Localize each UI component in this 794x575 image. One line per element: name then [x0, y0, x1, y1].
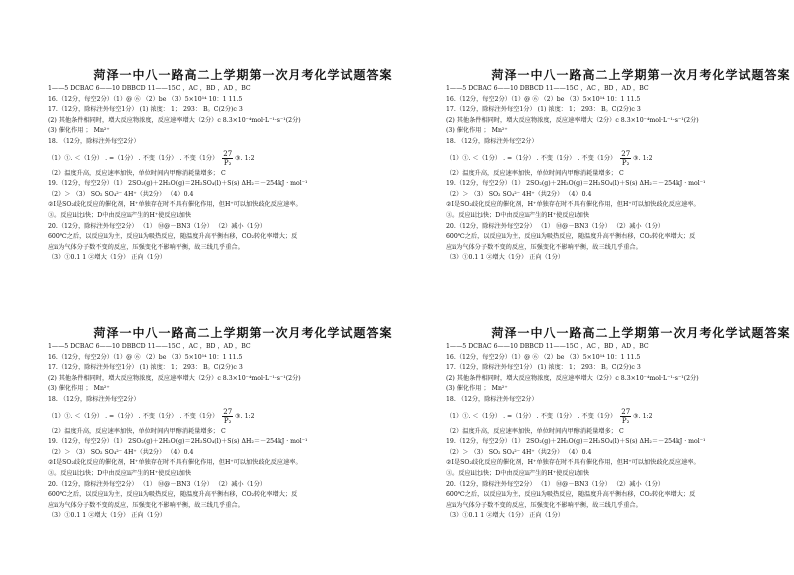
answer-line-q19-4: ③。反应ii比i快；D中由反应ii产生的H⁺使反应i加快: [446, 469, 590, 477]
answer-line-q19: 19.（12分，每空2分）（1） 2SO₂(g)＋2H₂O(g)＝2H₂SO₄(l)＋S(s) ΔH₂＝－254kJ · mol⁻¹: [446, 180, 706, 188]
answer-line-q20-2: 600℃之后，以反应ii为主，反应ii为吸热反应，随温度升高平衡右移，CO₂转化率增大；反: [48, 233, 298, 241]
answer-line-q18-1: [446, 148, 794, 169]
fraction-denominator: P₂: [621, 158, 630, 167]
fraction-numerator: 27: [223, 149, 233, 158]
answer-line-q17: 17.（12分，除标注外每空1分） (1) 浓度： 1； 293： B。C(2分)c 3: [446, 106, 641, 114]
answer-line-q18-1: [48, 406, 398, 427]
answer-line-q19: 19.（12分，每空2分）（1） 2SO₂(g)＋2H₂O(g)＝2H₂SO₄(l)＋S(s) ΔH₂＝－254kJ · mol⁻¹: [48, 180, 308, 188]
panel-title: 菏泽一中八一路高二上学期第一次月考化学试题答案: [93, 68, 393, 82]
answer-line-q20-2: 600℃之后，以反应ii为主，反应ii为吸热反应，随温度升高平衡右移，CO₂转化率增大；反: [446, 233, 696, 241]
answer-line-q19-3: ②I是SO₂歧化反应的催化剂，H⁺单独存在时不具有催化作用，但H⁺可以加快歧化反应速率。: [48, 459, 302, 467]
fraction: [222, 150, 233, 167]
fraction-numerator: 27: [223, 407, 233, 416]
answer-panel-bottom-right: [446, 325, 794, 575]
panel-title: 菏泽一中八一路高二上学期第一次月考化学试题答案: [491, 68, 791, 82]
answer-line-q19-2: （2）＞ （3） SO₂ SO₄²⁻ 4H⁺（共2分） （4）0.4: [48, 190, 194, 198]
answer-line-q18-2: （2）温度升高，反应速率加快，单位时间内甲醇消耗量增多； C: [446, 169, 624, 177]
answer-line-q20-4: （3）①0.1 1 ②增大（1分） 正向（1分）: [48, 512, 167, 520]
fraction-numerator: 27: [621, 407, 631, 416]
answer-line-choice: 1——5 DCBAC 6——10 DBBCD 11——15C ，AC ，BD ，AD ，BC: [48, 85, 251, 92]
answer-line-q20-3: 应ii为气体分子数不变的反应，压强变化不影响平衡，故三线几乎重合。: [48, 243, 244, 251]
fraction: [620, 150, 631, 167]
panel-title: 菏泽一中八一路高二上学期第一次月考化学试题答案: [491, 326, 791, 340]
answer-line-q17-3: (3) 催化作用 ； Mn²⁺: [446, 385, 508, 393]
answer-line-q17-3: (3) 催化作用 ； Mn²⁺: [48, 127, 110, 135]
answer-line-q17-2: (2) 其他条件相同时，增大反应物浓度，反应速率增大（2分）c 8.3×10⁻⁴mol·L⁻¹·s⁻¹(2分): [48, 116, 301, 124]
answer-line-q17-2: (2) 其他条件相同时，增大反应物浓度，反应速率增大（2分）c 8.3×10⁻⁴mol·L⁻¹·s⁻¹(2分): [446, 374, 699, 382]
answer-line-choice: 1——5 DCBAC 6——10 DBBCD 11——15C ，AC ，BD ，AD ，BC: [48, 343, 251, 350]
answer-line-q19-2: （2）＞ （3） SO₂ SO₄²⁻ 4H⁺（共2分） （4）0.4: [446, 448, 592, 456]
answer-line-q19-2: （2）＞ （3） SO₂ SO₄²⁻ 4H⁺（共2分） （4）0.4: [446, 190, 592, 198]
answer-line-q16: 16.（12分，每空2分）（1）@ ⑥ （2）be （3）5×10¹⁴ 10：1 11.5: [48, 95, 243, 103]
answer-line-q20: 20.（12分，除标注外每空2分） （1） Ⓜ@－BN3（1分） （2）减小（1分）: [48, 480, 267, 488]
answer-panel-bottom-left: [48, 325, 398, 575]
fraction: [222, 408, 233, 425]
answer-line-q18-1-text: （1）①. ＜（1分） . =（1分） . 不变（1分） . 不变（1分）: [446, 412, 617, 420]
fraction-denominator: P₂: [223, 158, 232, 167]
answer-line-q19-3: ②I是SO₂歧化反应的催化剂，H⁺单独存在时不具有催化作用，但H⁺可以加快歧化反应速率。: [48, 201, 302, 209]
answer-line-q18: 18. （12分，除标注外每空2分）: [446, 137, 538, 145]
answer-line-q20-2: 600℃之后，以反应ii为主，反应ii为吸热反应，随温度升高平衡右移，CO₂转化率增大；反: [446, 491, 696, 499]
answer-line-q20-4: （3）①0.1 1 ②增大（1分） 正向（1分）: [48, 254, 167, 262]
answer-line-q20: 20.（12分，除标注外每空2分） （1） Ⓜ@－BN3（1分） （2）减小（1分）: [446, 480, 665, 488]
answer-line-q19-4: ③。反应ii比i快；D中由反应ii产生的H⁺使反应i加快: [48, 469, 192, 477]
answer-line-q18-1: [48, 148, 398, 169]
answer-line-q19-2: （2）＞ （3） SO₂ SO₄²⁻ 4H⁺（共2分） （4）0.4: [48, 448, 194, 456]
answer-line-q16: 16.（12分，每空2分）（1）@ ⑥ （2）be （3）5×10¹⁴ 10：1 11.5: [48, 353, 243, 361]
answer-line-q18: 18. （12分，除标注外每空2分）: [48, 137, 140, 145]
answer-line-choice: 1——5 DCBAC 6——10 DBBCD 11——15C ，AC ，BD ，AD ，BC: [446, 343, 649, 350]
answer-line-q18-1: [446, 406, 794, 427]
answer-line-q20-4: （3）①0.1 1 ②增大（1分） 正向（1分）: [446, 254, 565, 262]
answer-panel-top-left: [48, 67, 398, 317]
answer-line-q17: 17.（12分，除标注外每空1分） (1) 浓度： 1； 293： B。C(2分)c 3: [48, 364, 243, 372]
answer-line-q18-2: （2）温度升高，反应速率加快，单位时间内甲醇消耗量增多； C: [446, 427, 624, 435]
answer-line-q18-2: （2）温度升高，反应速率加快，单位时间内甲醇消耗量增多； C: [48, 169, 226, 177]
answer-line-choice: 1——5 DCBAC 6——10 DBBCD 11——15C ，AC ，BD ，AD ，BC: [446, 85, 649, 92]
answer-line-q19-4: ③。反应ii比i快；D中由反应ii产生的H⁺使反应i加快: [48, 211, 192, 219]
answer-line-q16: 16.（12分，每空2分）（1）@ ⑥ （2）be （3）5×10¹⁴ 10：1 11.5: [446, 353, 641, 361]
answer-line-q19: 19.（12分，每空2分）（1） 2SO₂(g)＋2H₂O(g)＝2H₂SO₄(l)＋S(s) ΔH₂＝－254kJ · mol⁻¹: [48, 438, 308, 446]
answer-line-q18-1-ratio: ③. 1:2: [633, 412, 653, 420]
answer-panel-top-right: [446, 67, 794, 317]
answer-line-q18: 18. （12分，除标注外每空2分）: [446, 395, 538, 403]
fraction-denominator: P₂: [223, 416, 232, 425]
panel-title: 菏泽一中八一路高二上学期第一次月考化学试题答案: [93, 326, 393, 340]
answer-line-q17: 17.（12分，除标注外每空1分） (1) 浓度： 1； 293： B。C(2分)c 3: [48, 106, 243, 114]
answer-line-q19-3: ②I是SO₂歧化反应的催化剂，H⁺单独存在时不具有催化作用，但H⁺可以加快歧化反应速率。: [446, 201, 700, 209]
answer-line-q20-3: 应ii为气体分子数不变的反应，压强变化不影响平衡，故三线几乎重合。: [446, 243, 642, 251]
answer-line-q19-4: ③。反应ii比i快；D中由反应ii产生的H⁺使反应i加快: [446, 211, 590, 219]
answer-line-q20: 20.（12分，除标注外每空2分） （1） Ⓜ@－BN3（1分） （2）减小（1分）: [446, 222, 665, 230]
answer-line-q18-1-ratio: ③. 1:2: [235, 154, 255, 162]
answer-line-q20: 20.（12分，除标注外每空2分） （1） Ⓜ@－BN3（1分） （2）减小（1分）: [48, 222, 267, 230]
answer-line-q18-1-ratio: ③. 1:2: [633, 154, 653, 162]
answer-line-q20-3: 应ii为气体分子数不变的反应，压强变化不影响平衡，故三线几乎重合。: [48, 501, 244, 509]
answer-line-q20-2: 600℃之后，以反应ii为主，反应ii为吸热反应，随温度升高平衡右移，CO₂转化率增大；反: [48, 491, 298, 499]
answer-line-q18-2: （2）温度升高，反应速率加快，单位时间内甲醇消耗量增多； C: [48, 427, 226, 435]
answer-line-q20-3: 应ii为气体分子数不变的反应，压强变化不影响平衡，故三线几乎重合。: [446, 501, 642, 509]
answer-line-q18: 18. （12分，除标注外每空2分）: [48, 395, 140, 403]
answer-line-q18-1-text: （1）①. ＜（1分） . =（1分） . 不变（1分） . 不变（1分）: [446, 154, 617, 162]
answer-line-q19-3: ②I是SO₂歧化反应的催化剂，H⁺单独存在时不具有催化作用，但H⁺可以加快歧化反应速率。: [446, 459, 700, 467]
fraction-denominator: P₂: [621, 416, 630, 425]
fraction: [620, 408, 631, 425]
answer-line-q18-1-ratio: ③. 1:2: [235, 412, 255, 420]
answer-line-q16: 16.（12分，每空2分）（1）@ ⑥ （2）be （3）5×10¹⁴ 10：1 11.5: [446, 95, 641, 103]
answer-line-q17-2: (2) 其他条件相同时，增大反应物浓度，反应速率增大（2分）c 8.3×10⁻⁴mol·L⁻¹·s⁻¹(2分): [48, 374, 301, 382]
answer-line-q17: 17.（12分，除标注外每空1分） (1) 浓度： 1； 293： B。C(2分)c 3: [446, 364, 641, 372]
answer-line-q19: 19.（12分，每空2分）（1） 2SO₂(g)＋2H₂O(g)＝2H₂SO₄(l)＋S(s) ΔH₂＝－254kJ · mol⁻¹: [446, 438, 706, 446]
answer-line-q20-4: （3）①0.1 1 ②增大（1分） 正向（1分）: [446, 512, 565, 520]
answer-line-q17-3: (3) 催化作用 ； Mn²⁺: [446, 127, 508, 135]
answer-line-q18-1-text: （1）①. ＜（1分） . =（1分） . 不变（1分） . 不变（1分）: [48, 154, 219, 162]
answer-line-q18-1-text: （1）①. ＜（1分） . =（1分） . 不变（1分） . 不变（1分）: [48, 412, 219, 420]
answer-line-q17-3: (3) 催化作用 ； Mn²⁺: [48, 385, 110, 393]
fraction-numerator: 27: [621, 149, 631, 158]
answer-line-q17-2: (2) 其他条件相同时，增大反应物浓度，反应速率增大（2分）c 8.3×10⁻⁴mol·L⁻¹·s⁻¹(2分): [446, 116, 699, 124]
